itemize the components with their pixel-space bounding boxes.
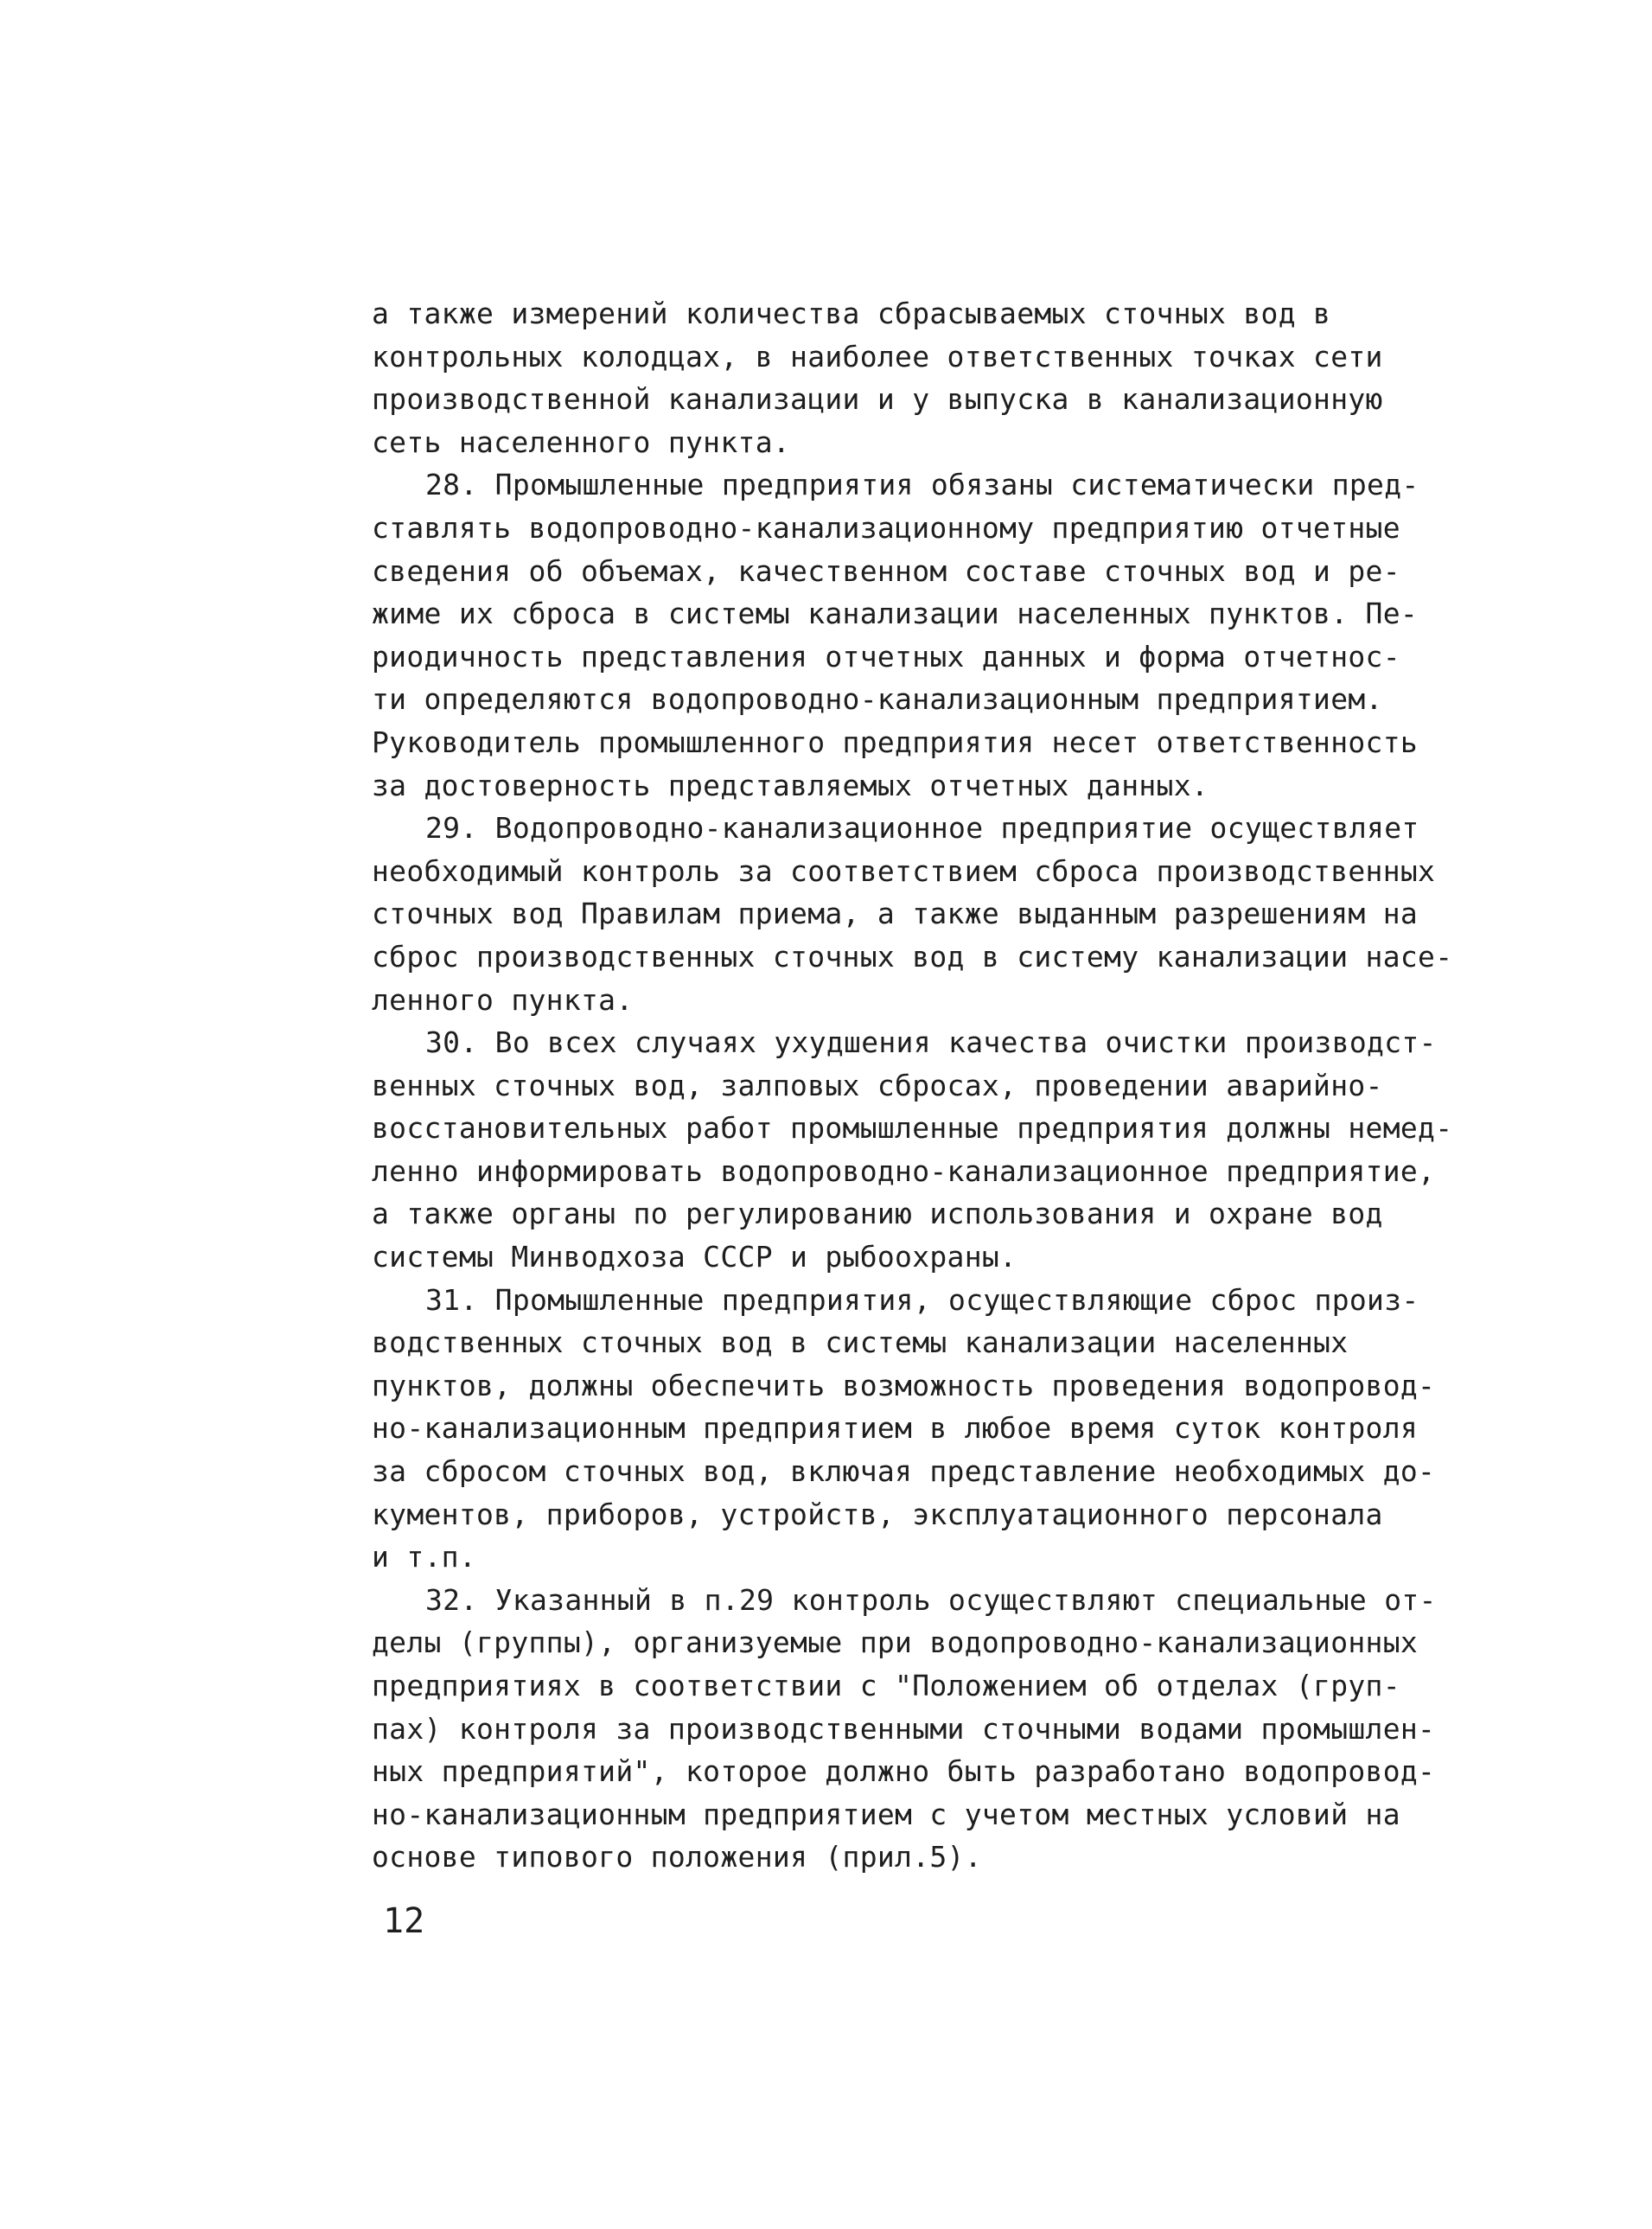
text-line: предприятиях в соответствии с "Положением об отделах (груп- (372, 1669, 1400, 1702)
text-line: а также измерений количества сбрасываемых сточных вод в (372, 297, 1331, 330)
page-number: 12 (383, 1901, 425, 1941)
text-line: водственных сточных вод в системы канализации населенных (372, 1325, 1349, 1360)
text-line: за сбросом сточных вод, включая представление необходимых до- (372, 1454, 1436, 1489)
text-line: 28. Промышленные предприятия обязаны систематически пред- (425, 468, 1419, 502)
text-line: а также органы по регулированию использования и охране вод (372, 1197, 1383, 1231)
text-line: Руководитель промышленного предприятия несет ответственность (372, 725, 1419, 759)
text-line: венных сточных вод, залповых сбросах, проведении аварийно- (372, 1068, 1383, 1102)
text-line: но-канализационным предприятием с учетом местных условий на (372, 1797, 1400, 1831)
text-line: системы Минводхоза СССР и рыбоохраны. (372, 1240, 1017, 1274)
text-line: 29. Водопроводно-канализационное предприятие осуществляет (425, 811, 1419, 846)
text-line: сброс производственных сточных вод в систему канализации насе- (372, 939, 1453, 974)
text-line: сведения об объемах, качественном составе сточных вод и ре- (372, 553, 1400, 588)
text-line: контрольных колодцах, в наиболее ответственных точках сети (372, 339, 1383, 374)
text-line: необходимый контроль за соответствием сброса производственных (372, 853, 1436, 888)
text-line: ти определяются водопроводно-канализационным предприятием. (372, 682, 1383, 717)
text-line: 31. Промышленные предприятия, осуществляющие сброс произ- (425, 1282, 1419, 1317)
text-line: производственной канализации и у выпуска в канализационную (372, 382, 1383, 417)
text-line: основе типового положения (прил.5). (372, 1840, 982, 1875)
text-line: ных предприятий", которое должно быть разработано водопровод- (372, 1754, 1436, 1789)
text-line: 32. Указанный в п.29 контроль осуществляют специальные от- (425, 1582, 1437, 1617)
text-line: сточных вод Правилам приема, а также выданным разрешениям на (372, 897, 1419, 931)
text-line: сеть населенного пункта. (372, 425, 791, 459)
text-line: ленно информировать водопроводно-канализационное предприятие, (372, 1153, 1436, 1188)
text-line: и т.п. (372, 1540, 477, 1574)
text-line: кументов, приборов, устройств, эксплуатационного персонала (372, 1497, 1383, 1531)
text-line: за достоверность представляемых отчетных данных. (372, 768, 1209, 802)
text-line: 30. Во всех случаях ухудшения качества очистки производст- (425, 1025, 1437, 1060)
text-line: ленного пункта. (372, 982, 634, 1017)
text-line: пах) контроля за производственными сточными водами промышлен- (372, 1711, 1436, 1746)
text-line: пунктов, должны обеспечить возможность проведения водопровод- (372, 1368, 1436, 1402)
text-line: делы (группы), организуемые при водопроводно-канализационных (372, 1625, 1419, 1660)
text-line: но-канализационным предприятием в любое время суток контроля (372, 1411, 1419, 1446)
text-line: ставлять водопроводно-канализационному предприятию отчетные (372, 510, 1400, 545)
text-line: жиме их сброса в системы канализации населенных пунктов. Пе- (372, 597, 1419, 631)
text-line: риодичность представления отчетных данных и форма отчетнос- (372, 639, 1400, 674)
body-text (372, 292, 1547, 1879)
text-line: восстановительных работ промышленные предприятия должны немед- (372, 1111, 1453, 1146)
